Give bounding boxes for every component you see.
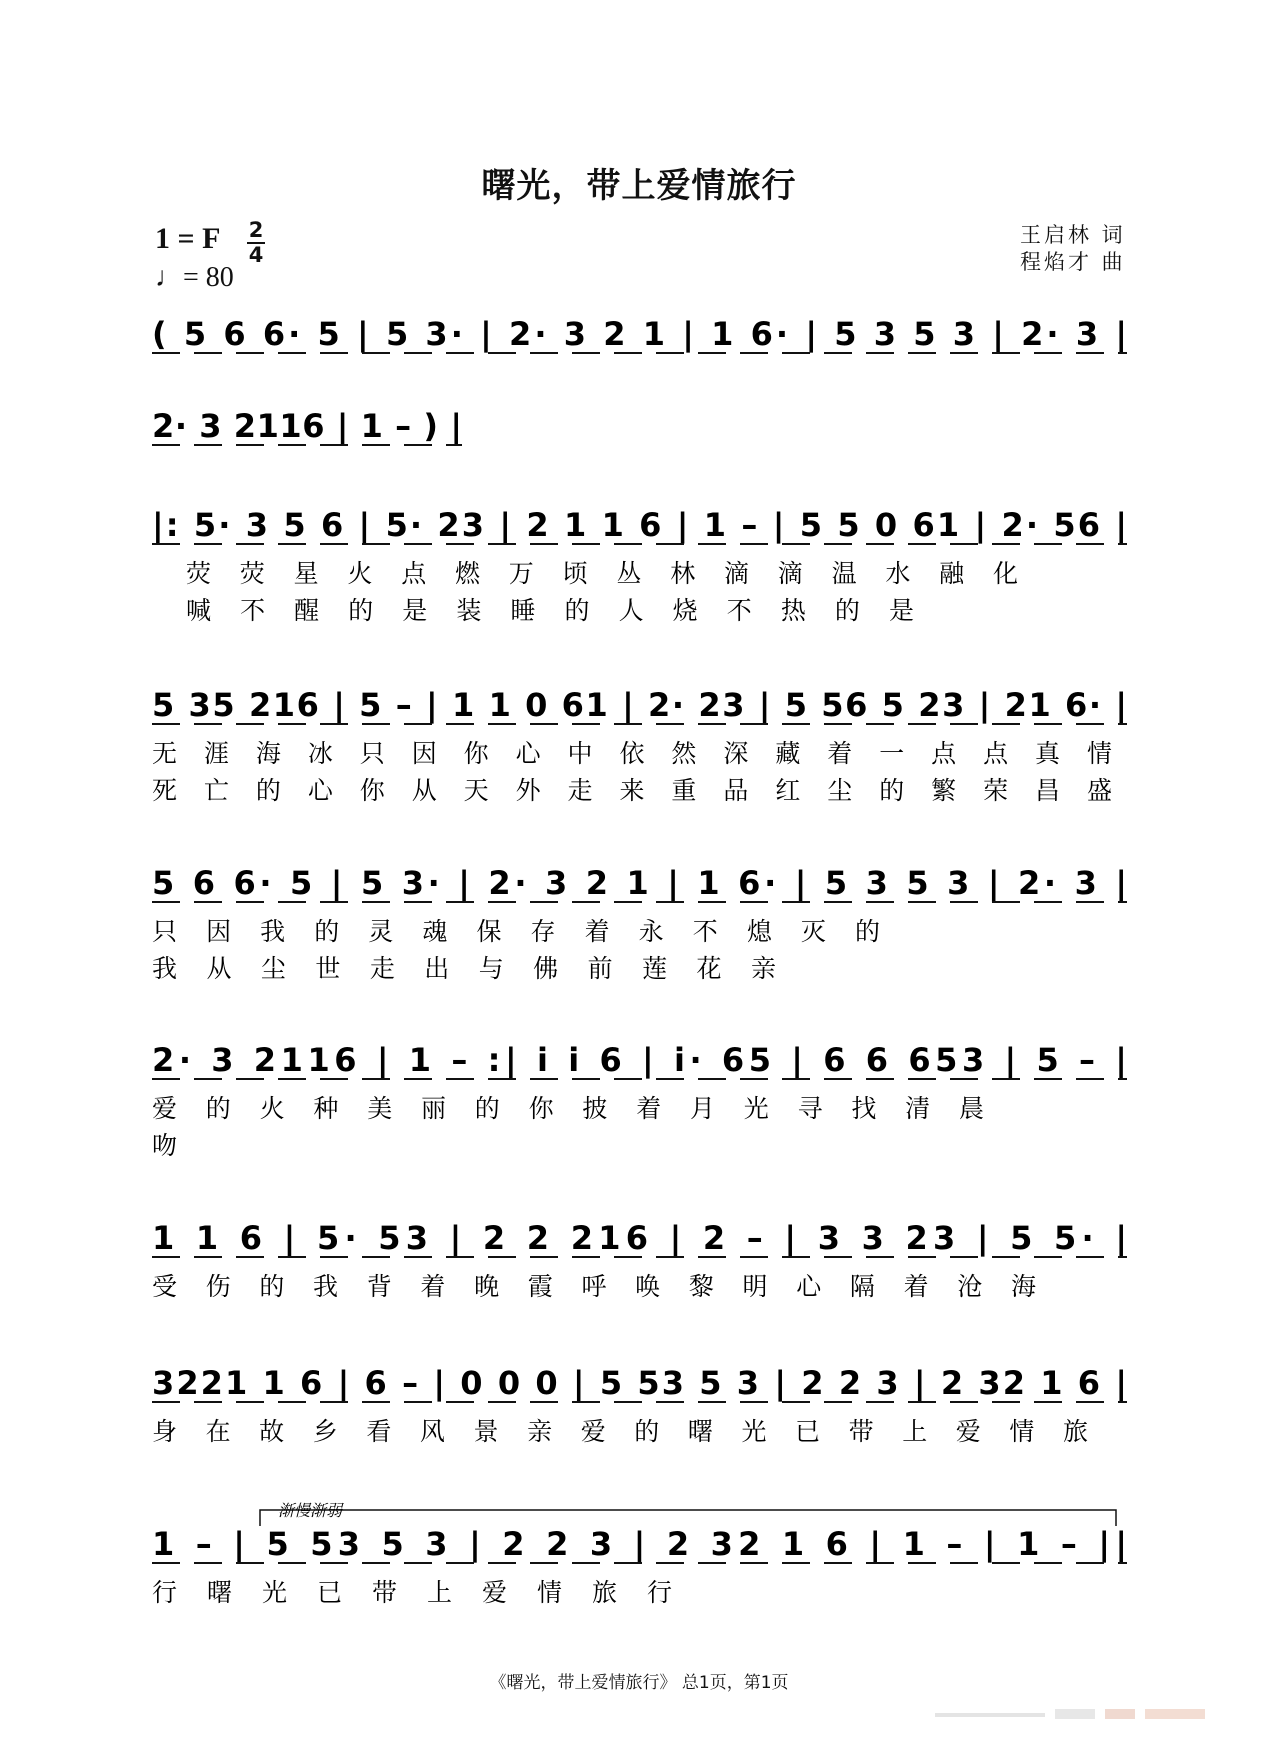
key-signature: 1 = F [155,222,221,255]
song-title: 曙光，带上爱情旅行 [481,166,797,206]
lyric-line: 无涯海冰只因你心中依然深藏着一点点真情 [152,739,1112,768]
lyric-line: 荧荧星火点燃万顷丛林滴滴温水融化 [186,559,1018,588]
systems-layer [152,315,1127,1607]
notation-line: 5 6 6· 5 | 5 3· | 2· 3 2 1 | 1 6· | 5 3 5 3 | 2· 3 | [152,864,1127,902]
time-signature-bottom: 4 [248,243,264,267]
music-system [152,315,1127,354]
notation-line: 1 1 6 | 5· 53 | 2 2 216 | 2 – | 3 3 23 | 5 5· | [152,1219,1127,1257]
music-system [152,686,1127,805]
expression-bracket [260,1510,1116,1526]
music-system [152,1364,1127,1446]
music-system [152,407,462,446]
watermark-logo [935,1705,1235,1725]
lyric-line: 死亡的心你从天外走来重品红尘的繁荣昌盛 [152,776,1112,805]
music-system [152,1219,1127,1301]
lyric-line: 身在故乡看风景亲爱的曙光已带上爱情旅 [152,1417,1088,1446]
lyric-line: 受伤的我背着晚霞呼唤黎明心隔着沧海 [152,1272,1036,1301]
music-system [152,864,1127,983]
lyric-line: 只因我的灵魂保存着永不熄灭的 [152,917,880,946]
lyricist-credit: 王启林 词 [1020,223,1126,247]
composer-credit: 程焰才 曲 [1020,250,1126,274]
notation-line: 1 – | 5 53 5 3 | 2 2 3 | 2 32 1 6 | 1 – | 1 – || [152,1525,1128,1563]
lyric-line: 我从尘世走出与佛前莲花亲 [152,954,776,983]
notation-line: ( 5 6 6· 5 | 5 3· | 2· 3 2 1 | 1 6· | 5 3 5 3 | 2· 3 | [152,315,1127,353]
expression-marking: 渐慢渐弱 [278,1501,343,1520]
notation-line: 2· 3 2116 | 1 – ) | [152,407,462,445]
lyric-line: 吻 [152,1131,178,1160]
tempo-marking: ♩= 80 [155,262,234,293]
notation-line: 5 35 216 | 5 – | 1 1 0 61 | 2· 23 | 5 56 5 23 | 21 6· | [152,686,1127,724]
lyric-line: 爱的火种美丽的你披着月光寻找清晨 [152,1094,984,1123]
lyric-line: 行曙光已带上爱情旅行 [152,1578,672,1607]
music-system [152,1525,1127,1607]
notation-line: 3221 1 6 | 6 – | 0 0 0 | 5 53 5 3 | 2 2 3 | 2 32 1 6 | [152,1364,1127,1402]
time-signature-top: 2 [248,218,264,242]
notation-line: 2· 3 2116 | 1 – :| i i 6 | i· 65 | 6 6 653 | 5 – | [152,1041,1127,1079]
notation-line: |: 5· 3 5 6 | 5· 23 | 2 1 1 6 | 1 – | 5 5 0 61 | 2· 56 | [152,506,1127,544]
music-system [152,506,1127,625]
lyric-line: 喊不醒的是装睡的人烧不热的是 [186,596,914,625]
page-footer: 《曙光，带上爱情旅行》 总1页，第1页 [489,1673,789,1693]
music-system [152,1041,1127,1160]
